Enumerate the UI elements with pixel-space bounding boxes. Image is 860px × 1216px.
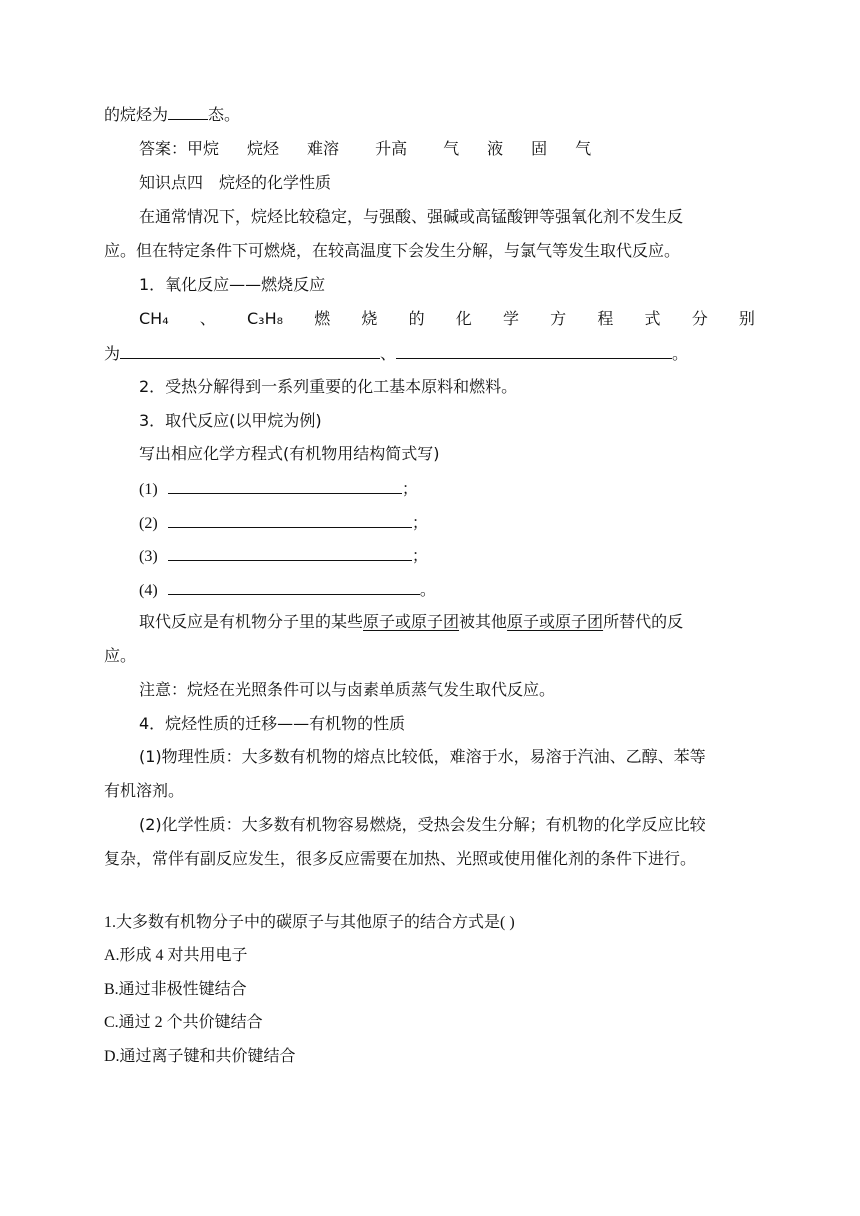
question-option-b[interactable]: B.通过非极性键结合 [104, 981, 247, 998]
combustion-equations-line: 为 、 。 [104, 344, 689, 363]
definition-line: 取代反应是有机物分子里的某些原子或原子团被其他原子或原子团所替代的反 [139, 612, 684, 631]
subsection-title: 4．烷烃性质的迁移——有机物的性质 [139, 714, 406, 733]
fill-blank[interactable] [168, 511, 412, 528]
paragraph-line: (2)化学性质：大多数有机物容易燃烧，受热会发生分解；有机物的化学反应比较 [139, 815, 706, 834]
equation-line: (2) ； [139, 513, 428, 532]
paragraph-line: 复杂，常伴有副反应发生，很多反应需要在加热、光照或使用催化剂的条件下进行。 [104, 849, 697, 868]
subsection-title: 1．氧化反应——燃烧反应 [139, 275, 326, 294]
fill-blank[interactable] [168, 544, 412, 561]
fill-blank[interactable] [168, 477, 402, 494]
justified-line: CH₄ 、 C₃H₈ 燃 烧 的 化 学 方 程 式 分 别 [139, 309, 755, 328]
equation-line: (4) 。 [139, 580, 436, 599]
paragraph-line: 应。但在特定条件下可燃烧，在较高温度下会发生分解，与氯气等发生取代反应。 [104, 241, 681, 260]
subsection-text: 2．受热分解得到一系列重要的化工基本原料和燃料。 [139, 377, 518, 396]
instruction-text: 写出相应化学方程式(有机物用结构简式写) [139, 444, 440, 463]
question-option-d[interactable]: D.通过离子键和共价键结合 [104, 1048, 296, 1065]
question-option-c[interactable]: C.通过 2 个共价键结合 [104, 1014, 263, 1031]
answer-line: 答案：甲烷 烷烃 难溶 升高 气 液 固 气 [139, 141, 592, 158]
paragraph-line: 在通常情况下，烷烃比较稳定，与强酸、强碱或高锰酸钾等强氧化剂不发生反 [139, 207, 684, 226]
question-option-a[interactable]: A.形成 4 对共用电子 [104, 947, 248, 964]
question-stem: 1.大多数有机物分子中的碳原子与其他原子的结合方式是( ) [104, 914, 515, 931]
fill-blank[interactable] [120, 342, 380, 359]
underlined-term: 原子或原子团 [363, 612, 460, 631]
definition-line: 应。 [104, 646, 137, 665]
fill-blank[interactable] [168, 103, 208, 120]
paragraph-line: 有机溶剂。 [104, 781, 185, 800]
fill-blank[interactable] [168, 578, 420, 595]
equation-line: (1) ； [139, 479, 418, 498]
equation-line: (3) ； [139, 546, 428, 565]
paragraph-line: (1)物理性质：大多数有机物的熔点比较低，难溶于水，易溶于汽油、乙醇、苯等 [139, 747, 706, 766]
line-alkane-state: 的烷烃为 态。 [104, 105, 241, 124]
section-title-knowledge-4: 知识点四 烷烃的化学性质 [139, 173, 332, 192]
subsection-title: 3．取代反应(以甲烷为例) [139, 411, 322, 430]
fill-blank[interactable] [396, 342, 672, 359]
notice-text: 注意：烷烃在光照条件可以与卤素单质蒸气发生取代反应。 [139, 680, 556, 699]
underlined-term: 原子或原子团 [507, 612, 604, 631]
